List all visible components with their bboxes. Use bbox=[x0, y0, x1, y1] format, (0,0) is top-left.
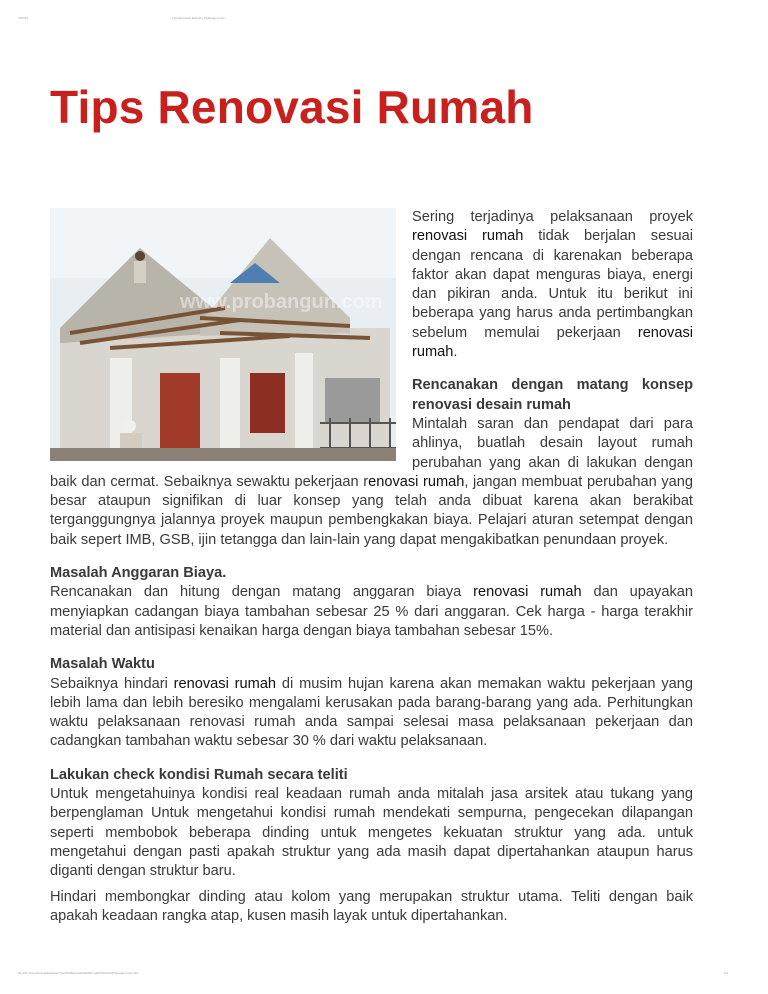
renovasi-rumah-link[interactable]: renovasi rumah bbox=[412, 324, 693, 361]
house-renovation-photo bbox=[50, 208, 396, 461]
renovasi-rumah-link[interactable]: renovasi rumah bbox=[412, 228, 524, 245]
section-paragraph: Rencanakan dan hitung dengan matang anggaran biaya renovasi rumah dan upayakan menyiapkan cadangan biaya tambahan sebesar 25 % dari anggaran. Cek harga - harga terakhir material dan antisipasi kenaikan harga dengan biaya tambahan sebesar 15%. bbox=[50, 584, 693, 639]
section-heading: Rencanakan dengan matang konsep renovasi desain rumah bbox=[412, 377, 693, 413]
print-page-title: Tips Renovasi Rumah | Probangun.com bbox=[172, 16, 226, 20]
section-paragraph: Mintalah saran dan pendapat dari para ahlinya, buatlah desain layout rumah perubahan yang akan di lakukan dengan baik dan cermat. Sebaiknya sewaktu pekerjaan renovasi rumah, jangan membuat perubahan yang besar ataupun signifikan di luar konsep yang telah anda dibuat karena akan berakibat terganggungnya jalannya proyek maupun pembengkakan biaya. Pelajari aturan setempat dengan baik sepert IMB, GSB, ijin tetangga dan lain-lain yang dapat mengakibatkan penundaan proyek. bbox=[50, 415, 693, 548]
photo-watermark: www.probangun.com bbox=[180, 291, 383, 313]
section-heading: Masalah Waktu bbox=[50, 656, 155, 673]
section-heading: Lakukan check kondisi Rumah secara teliti bbox=[50, 766, 348, 783]
print-url: file:///C:/Users/Gonas/Desktop/Tips%20Renovasi%20Rumah%20|%20Probangun.com.htm bbox=[18, 971, 139, 975]
section-paragraph: Untuk mengetahuinya kondisi real keadaan rumah anda mitalah jasa arsitek atau tukang yang berpenglaman Untuk mengetahui kondisi rumah mendekati sempurna, pengecekan dilapangan seperti membobok beberapa dinding untuk mengetes kekuatan struktur yang ada. untuk mengetahui dengan pasti apakah struktur yang ada masih dapat dipertahankan ataupun harus diganti dengan struktur baru. bbox=[50, 786, 693, 880]
print-date: 7/15/13 bbox=[18, 16, 29, 20]
page-number: 1/2 bbox=[723, 971, 728, 975]
renovasi-rumah-link[interactable]: renovasi rumah bbox=[473, 584, 582, 601]
intro-paragraph: Sering terjadinya pelaksanaan proyek renovasi rumah tidak berjalan sesuai dengan rencana di karenakan beberapa faktor akan dapat menguras biaya, energi dan pikiran anda. Untuk itu berikut ini beberapa yang harus anda pertimbangkan sebelum memulai pekerjaan renovasi rumah. bbox=[412, 209, 693, 361]
page-title: Tips Renovasi Rumah bbox=[50, 81, 534, 133]
section-heading: Masalah Anggaran Biaya. bbox=[50, 565, 227, 582]
renovasi-rumah-link[interactable]: renovasi rumah bbox=[173, 675, 277, 692]
article-body bbox=[50, 208, 693, 926]
section-paragraph: Sebaiknya hindari renovasi rumah di musim hujan karena akan memakan waktu pekerjaan yang lebih lama dan lebih beresiko mengalami kerusakan pada barang-barang yang ada. Perhitungkan waktu pelaksanaan renovasi rumah anda sampai selesai masa pelaksanaan pekerjaan dan cadangkan tambahan waktu sebesar 30 % dari waktu pelaksanaan. bbox=[50, 675, 693, 750]
section-paragraph: Hindari membongkar dinding atau kolom yang merupakan struktur utama. Teliti dengan baik apakah keadaan rangka atap, kusen masih layak untuk dipertahankan. bbox=[50, 888, 693, 924]
renovasi-rumah-link[interactable]: enovasi rumah bbox=[368, 473, 465, 490]
